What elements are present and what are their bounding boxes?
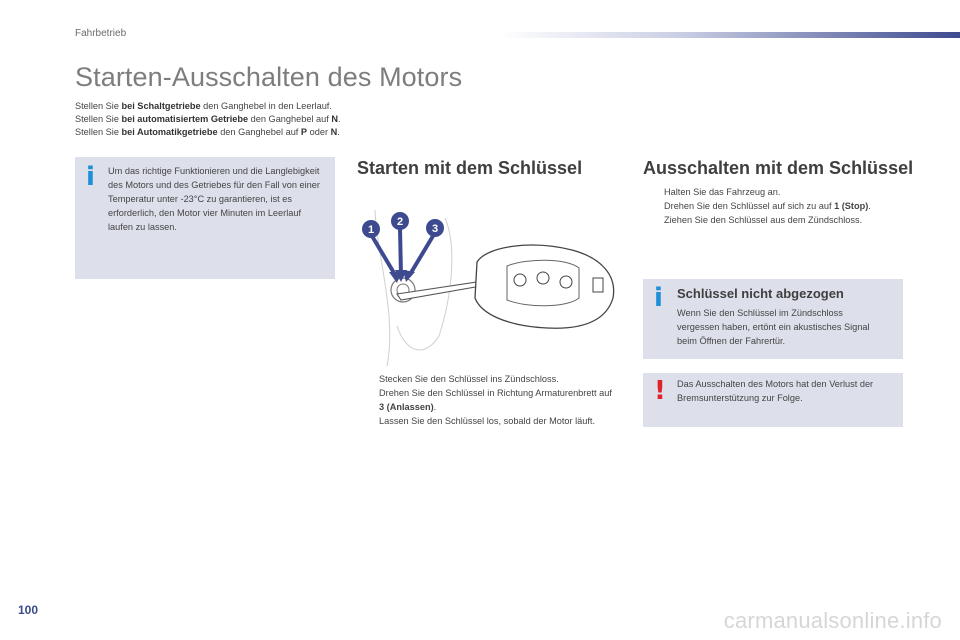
page-number: 100 bbox=[18, 603, 39, 617]
warning-icon: ! bbox=[654, 376, 666, 406]
step-item: Drehen Sie den Schlüssel auf sich zu auf 1 (Stop). bbox=[664, 201, 871, 211]
figure-label-3-text: 3 bbox=[431, 223, 439, 235]
step-item: Halten Sie das Fahrzeug an. bbox=[664, 187, 781, 197]
info-icon: i bbox=[86, 162, 95, 192]
step-item: Ziehen Sie den Schlüssel aus dem Zündschloss. bbox=[664, 215, 863, 225]
figure-label-2-text: 2 bbox=[396, 216, 404, 228]
key-not-removed-heading: Schlüssel nicht abgezogen bbox=[677, 286, 844, 301]
intro-line: Stellen Sie bei automatisiertem Getriebe den Ganghebel auf N. bbox=[75, 114, 341, 124]
intro-text bbox=[75, 100, 341, 139]
page-title: Starten-Ausschalten des Motors bbox=[75, 62, 463, 92]
key-not-removed-text: Wenn Sie den Schlüssel im Zündschloss vergessen haben, ertönt ein akustisches Signal beim Öffnen der Fahrertür. bbox=[677, 308, 870, 346]
starten-steps bbox=[360, 372, 616, 428]
step-item: Lassen Sie den Schlüssel los, sobald der Motor läuft. bbox=[379, 416, 596, 426]
warning-text: Das Ausschalten des Motors hat den Verlust der Bremsunterstützung zur Folge. bbox=[677, 379, 874, 403]
step-item: Stecken Sie den Schlüssel ins Zündschloss. bbox=[379, 374, 559, 384]
ausschalten-heading: Ausschalten mit dem Schlüssel bbox=[643, 158, 914, 178]
warning-box bbox=[643, 373, 903, 427]
key-ignition-illustration bbox=[357, 206, 619, 366]
section-label: Fahrbetrieb bbox=[75, 28, 127, 39]
header-bar bbox=[500, 32, 960, 38]
intro-line: Stellen Sie bei Automatikgetriebe den Ganghebel auf P oder N. bbox=[75, 127, 340, 137]
info-icon: i bbox=[654, 283, 663, 313]
key-not-removed-box bbox=[643, 279, 903, 359]
intro-line: Stellen Sie bei Schaltgetriebe den Ganghebel in den Leerlauf. bbox=[75, 101, 332, 111]
figure-label-1-text: 1 bbox=[367, 224, 375, 236]
watermark: carmanualsonline.info bbox=[723, 608, 942, 633]
temperature-info-text: Um das richtige Funktionieren und die Langlebigkeit des Motors und des Getriebes für den Fall von einer Temperatur unter -23°C zu garantieren, ist es erforderlich, den Motor vier Minuten im Leerlauf laufen zu lassen. bbox=[108, 166, 320, 232]
starten-heading: Starten mit dem Schlüssel bbox=[357, 158, 583, 178]
ausschalten-steps bbox=[645, 185, 905, 227]
step-item: Drehen Sie den Schlüssel in Richtung Armaturenbrett auf 3 (Anlassen). bbox=[379, 388, 612, 412]
temperature-info-box bbox=[75, 157, 335, 279]
